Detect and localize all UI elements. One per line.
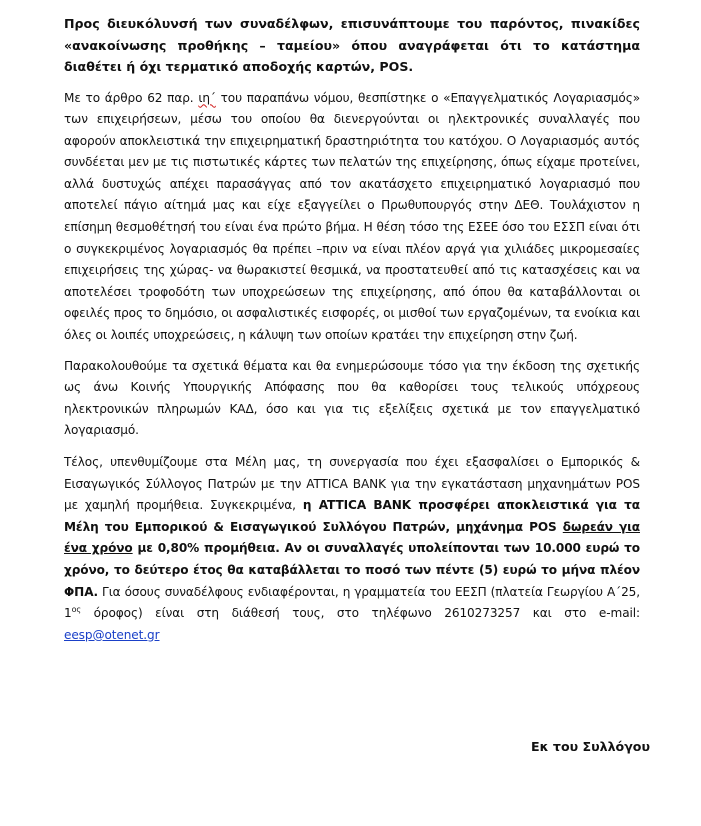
article-paragraph: [64, 88, 640, 347]
article-text-start: Με το άρθρο 62 παρ.: [64, 90, 199, 105]
email-link[interactable]: eesp@otenet.gr: [64, 627, 160, 642]
free-one-year-text: δωρεάν για ένα χρόνο: [64, 519, 640, 556]
document-body: [64, 13, 640, 646]
article-text-rest: του παραπάνω νόμου, θεσπίστηκε ο «Επαγγελματικός Λογαριασμός» των επιχειρήσεων, μέσω του οποίου θα διενεργούνται οι ηλεκτρονικές συναλλαγές που αφορούν αποκλειστικά την επιχειρηματική δραστηριότητα του κατόχου. Ο Λογαριασμός αυτός συνδέεται μεν με τις πιστωτικές κάρτες των πελατών της επιχείρησης, όπως είχαμε προτείνει, αλλά δυστυχώς απέχει παρασάγγας από τον ακατάσχετο επιχειρηματικό λογαριασμό που αποτελεί πάγιο αίτημά μας και είχε εξαγγείλει ο Πρωθυπουργός στην ΔΕΘ. Τουλάχιστον η επίσημη θεσμοθέτησή του είναι ένα πρώτο βήμα. Η θέση τόσο της ΕΣΕΕ όσο του ΕΣΣΠ είναι ότι ο συγκεκριμένος λογαριασμός θα πρέπει –πριν να είναι πλέον αργά για χιλιάδες μικρομεσαίες επιχειρήσεις της χώρας- να θωρακιστεί θεσμικά, να προστατευθεί από τις κατασχέσεις και να αποτελέσει τροφοδότη των υποχρεώσεων της επιχείρησης, από όπου θα καταβάλλονται οι οφειλές προς το δημόσιο, οι ασφαλιστικές εισφορές, οι μισθοί των εργαζομένων, τα ενοίκια και όλες οι λοιπές υποχρεώσεις, η κάλυψη των οποίων κρατάει την επιχείρηση στην ζωή.: [64, 90, 640, 343]
attica-text-start: Τέλος, υπενθυμίζουμε στα Μέλη μας, τη συνεργασία που έχει εξασφαλίσει ο Εμπορικός & Εισαγωγικός Σύλλογος Πατρών με την ATTICA BANK για την εγκατάσταση μηχανημάτων POS με χαμηλή προμήθεια. Συγκεκριμένα,: [64, 455, 640, 513]
contact-text-phone: όροφος) είναι στη διάθεσή τους, στο τηλέφωνο 2610273257 και στο e-mail:: [81, 606, 640, 621]
intro-paragraph: Προς διευκόλυνσή των συναδέλφων, επισυνάπτουμε του παρόντος, πινακίδες «ανακοίνωσης προθήκης – ταμείου» όπου αναγράφεται ότι το κατάστημα διαθέτει ή όχι τερματικό αποδοχής καρτών, POS.: [64, 16, 640, 74]
contact-text: Για όσους συναδέλφους ενδιαφέρονται, η γραμματεία του ΕΕΣΠ (πλατεία Γεωργίου Α΄25, 1: [64, 584, 640, 621]
signature: Εκ του Συλλόγου: [531, 739, 650, 754]
attica-bank-paragraph: [64, 452, 640, 646]
followup-paragraph: Παρακολουθούμε τα σχετικά θέματα και θα ενημερώσουμε τόσο για την έκδοση της σχετικής ως άνω Κοινής Υπουργικής Απόφασης που θα καθορίσει τους τελικούς υπόχρεους ηλεκτρονικών πληρωμών ΚΑΔ, όσο και για τις εξελίξεις σχετικά με τον επαγγελματικό λογαριασμό.: [64, 358, 640, 438]
paragraph-reference: ιη΄: [198, 90, 216, 105]
offer-terms-bold-text: με 0,80% προμήθεια. Αν οι συναλλαγές υπολείπονται των 10.000 ευρώ το χρόνο, το δεύτερο έτος θα καταβάλλεται το ποσό των πέντε (5) ευρώ το μήνα πλέον ΦΠΑ.: [64, 541, 640, 599]
offer-bold-text: η ATTICA BANK προσφέρει αποκλειστικά για τα Μέλη του Εμπορικού & Εισαγωγικού Συλλόγου Πατρών, μηχάνημα POS: [64, 498, 640, 534]
floor-superscript: ος: [71, 605, 81, 615]
